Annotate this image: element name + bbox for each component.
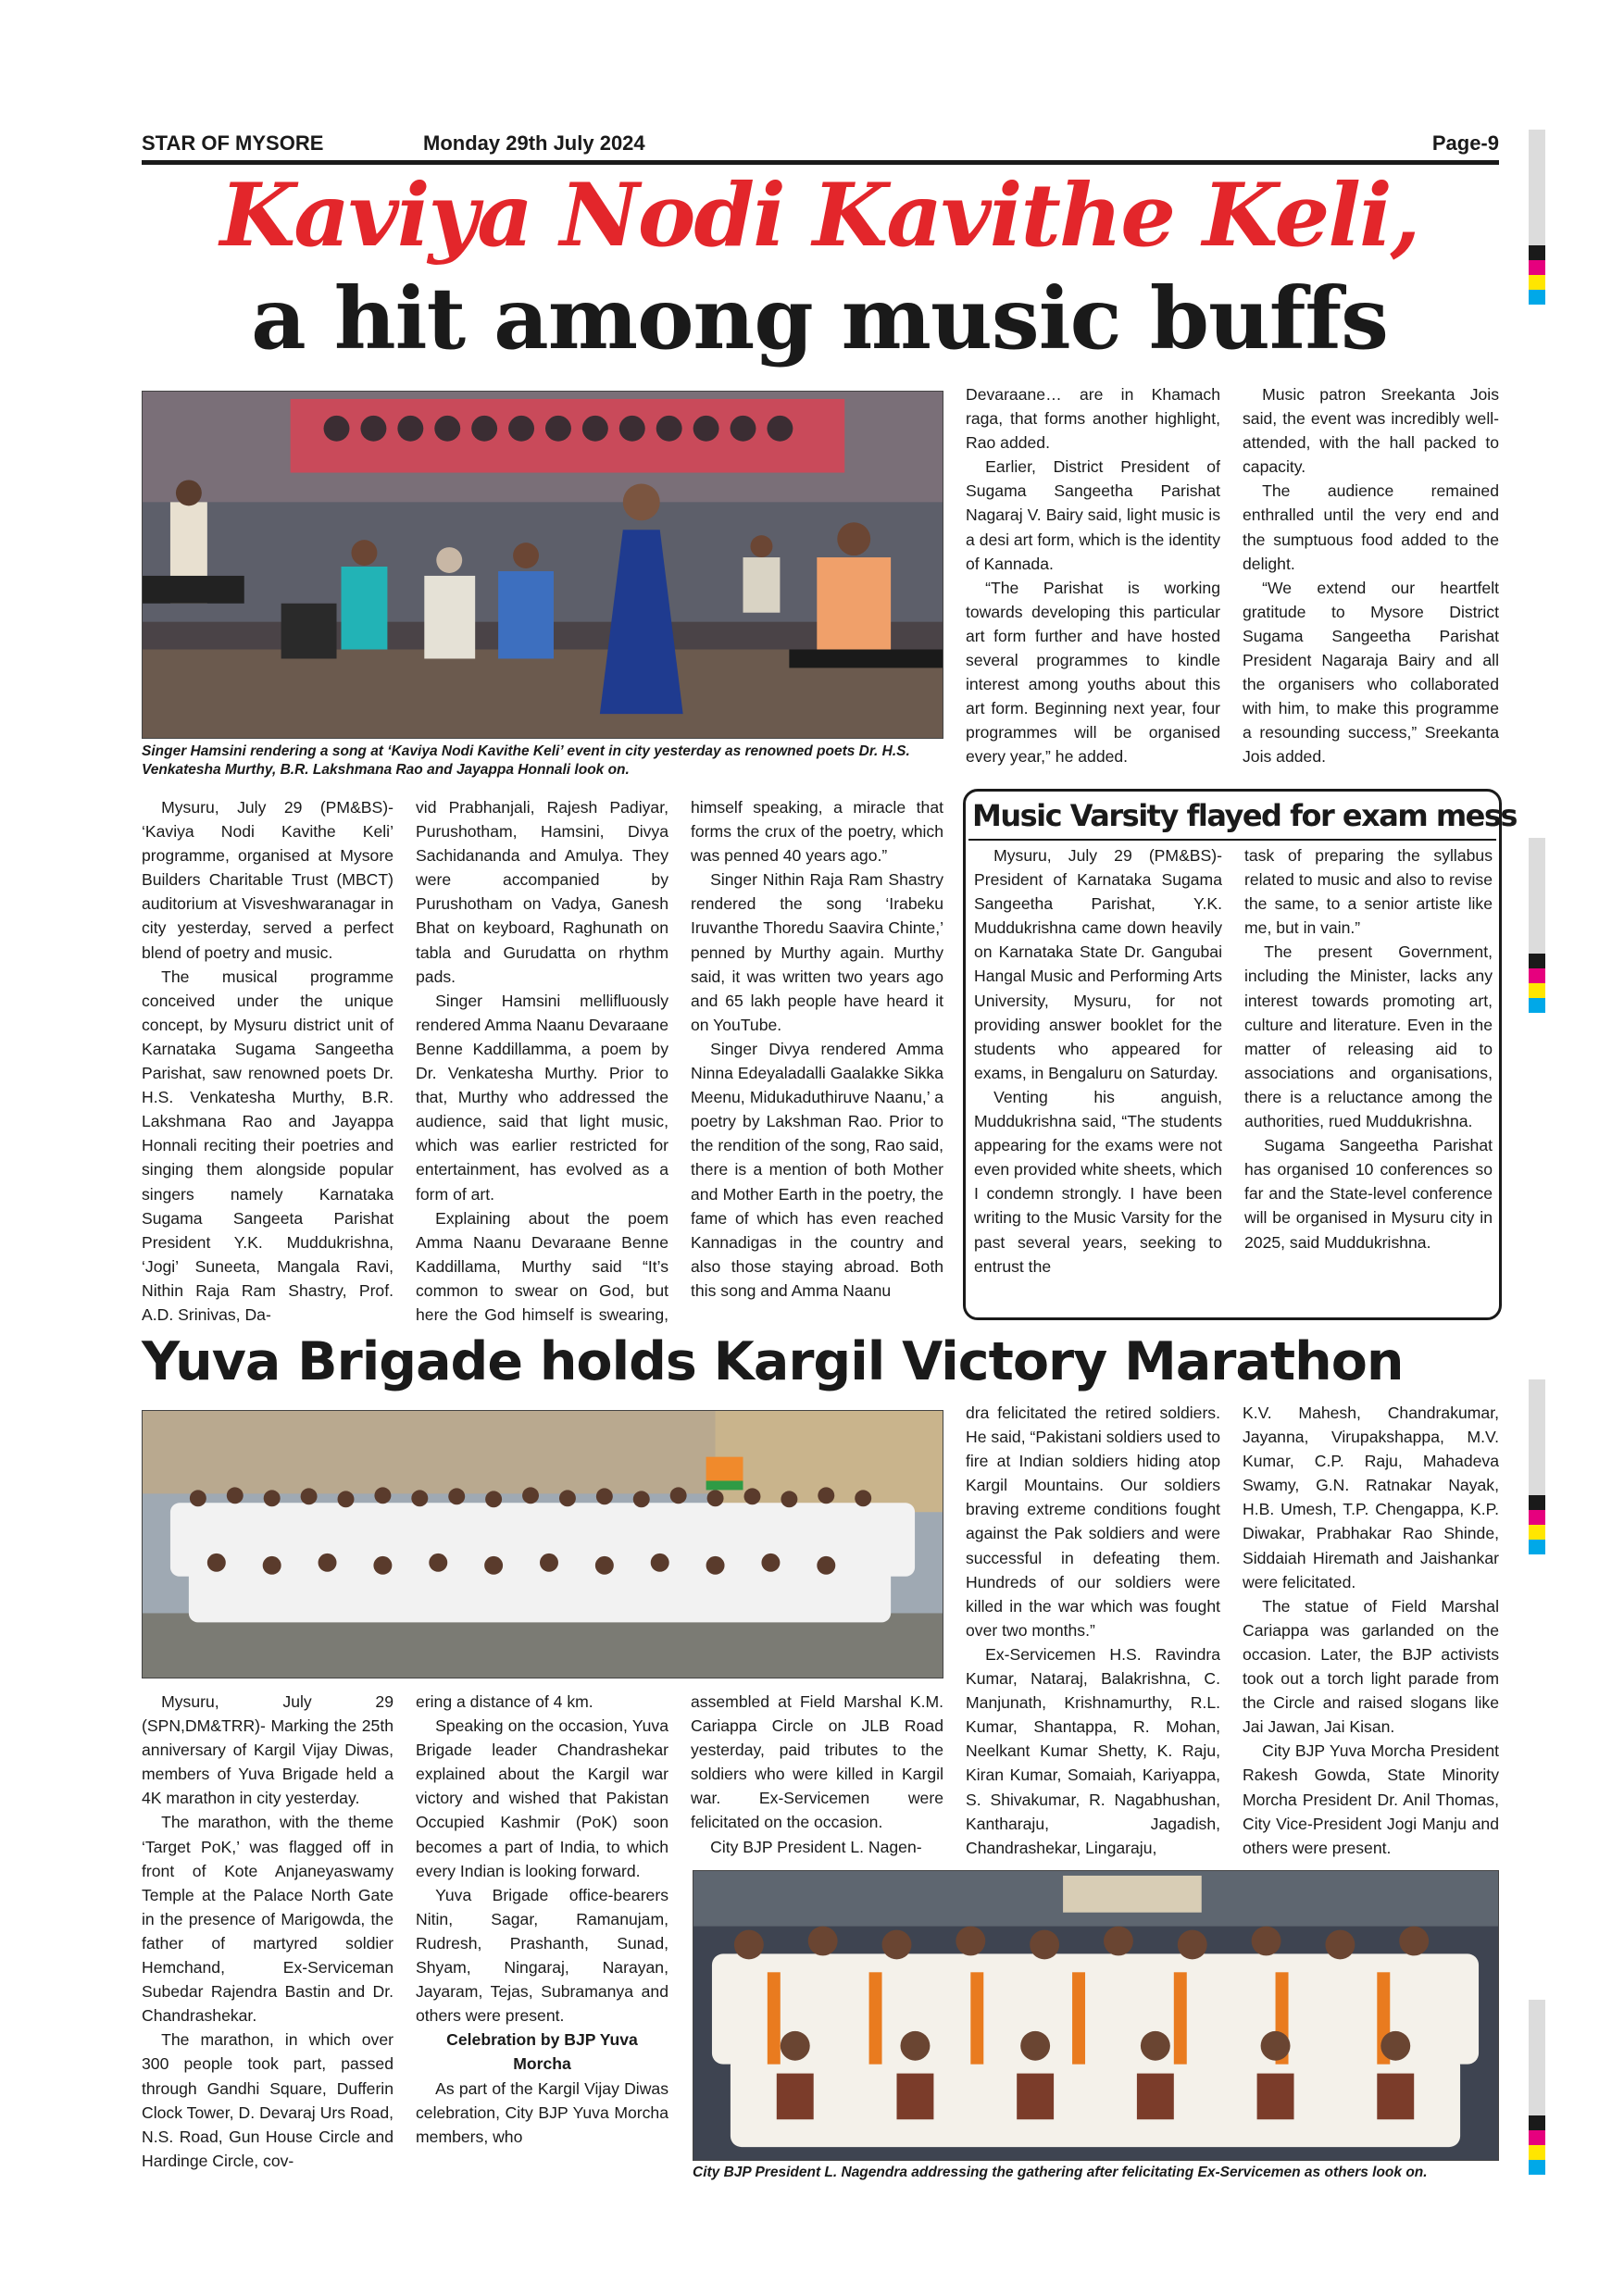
story1-column-5 [1243,382,1499,780]
paper-name: STAR OF MYSORE [142,131,324,155]
registration-mark [1529,2130,1545,2145]
paragraph: Singer Divya rendered Amma Ninna Edeyaladalli Gaalakke Sikka Meenu, Midukaduthiruve Naanu,’ a poetry by Lakshman Rao. Prior to the rendition of the song, Rao said, there is a mention of both Mother and Mother Earth in the poetry, the fame of which has even reached Kannadigas in the country and also those staying abroad. Both this song and Amma Naanu [691,1039,943,1300]
story2-divider [968,839,1496,841]
story1-column-3 [691,795,943,1328]
story1-headline-line2: a hit among music buffs [251,268,1388,368]
paragraph: Sugama Sangeetha Parishat has organised 10 conferences so far and the State-level conference will be organised in Mysuru city in 2025, said Muddukrishna. [1244,1136,1493,1252]
concert-photo-caption: Singer Hamsini rendering a song at ‘Kaviya Nodi Kavithe Keli’ event in city yesterday as renowned poets Dr. H.S. Venkatesha Murthy, B.R. Lakshmana Rao and Jayappa Honnali look on. [142,743,910,778]
paragraph: The musical programme conceived under the unique concept, by Mysuru district unit of Karnataka Sugama Sangeetha Parishat, saw renowned poets Dr. H.S. Venkatesha Murthy, B.R. Lakshmana Rao and Jayappa Honnali reciting their poetries and singing them alongside popular singers namely Karnataka Sugama Sangeeta Parishat President Y.K. Muddukrishna, ‘Jogi’ Suneeta, Mangala Ravi, Nithin Raja Ram Shastry, Prof. A.D. Srinivas, Da- [142,967,394,1324]
paragraph: Mysuru, July 29 (SPN,DM&TRR)- Marking the 25th anniversary of Kargil Vijay Diwas, members of Yuva Brigade held a 4K marathon in city yesterday. [142,1692,394,1808]
paragraph: ering a distance of 4 km. [416,1692,593,1711]
paragraph: Devaraane… are in Khamach raga, that forms another highlight, Rao added. [966,385,1220,453]
registration-mark [1529,130,1545,245]
registration-mark [1529,1510,1545,1525]
story3-column-4 [966,1401,1220,1864]
registration-mark [1529,954,1545,968]
paragraph: assembled at Field Marshal K.M. Cariappa Circle on JLB Road yesterday, paid tributes to the soldiers who were killed in Kargil war. Ex-Servicemen were felicitated on the occasion. [691,1692,943,1832]
paragraph: K.V. Mahesh, Chandrakumar, Jayanna, Virupakshappa, M.V. Kumar, C.P. Raju, Mahadeva Swamy, G.N. Ratnakar Nayak, H.B. Umesh, T.P. Chengappa, K.P. Diwakar, Prabhakar Rao Shinde, Siddaiah Hiremath and Jaishankar were felicitated. [1243,1404,1499,1591]
registration-mark [1529,983,1545,998]
registration-mark [1529,2115,1545,2130]
paragraph: dra felicitated the retired soldiers. He said, “Pakistani soldiers used to fire at Indian soldiers hiding atop Kargil Mountains. Our soldiers braving extreme conditions fought against the Pak soldiers and were successful in defeating them. Hundreds of our soldiers were killed in the war which was fought over two months.” [966,1404,1220,1640]
story3-column-5 [1243,1401,1499,1864]
paragraph: himself speaking, a miracle that forms the crux of the poetry, which was penned 40 years ago.” [691,798,943,866]
story1-column-2 [416,795,668,1328]
registration-mark [1529,2160,1545,2175]
issue-date: Monday 29th July 2024 [423,131,645,155]
registration-mark [1529,245,1545,260]
paragraph: As part of the Kargil Vijay Diwas celebration, City BJP Yuva Morcha members, who [416,2078,668,2146]
paragraph: “The Parishat is working towards developing this particular art form further and have hosted several programmes to kindle interest among youths about this art form. Beginning next year, four programmes will be organised every year,” he added. [966,578,1220,767]
story2-column-2 [1244,843,1493,1312]
paragraph: The marathon, in which over 300 people took part, passed through Gandhi Square, Dufferin Clock Tower, D. Devaraj Urs Road, N.S. Road, Gun House Circle and Hardinge Circle, cov- [142,2030,394,2170]
registration-mark [1529,1495,1545,1510]
paragraph: Explaining about the poem Amma Naanu Devaraane Benne Kaddillama, Murthy said “It’s common to swear on God, but here the God himself is swearing, [416,1208,668,1324]
paragraph: Earlier, District President of Sugama Sangeetha Parishat Nagaraj V. Bairy said, light music is a desi art form, which is the identity of Kannada. [966,457,1220,573]
story1-column-1 [142,795,394,1328]
felicitation-photo-caption: City BJP President L. Nagendra addressing the gathering after felicitating Ex-Servicemen as others look on. [693,2165,1428,2180]
registration-mark [1529,838,1545,954]
story3-headline: Yuva Brigade holds Kargil Victory Marathon [142,1331,1404,1392]
paragraph: Venting his anguish, Muddukrishna said, “The students appearing for the exams were not even provided white sheets, which I condemn strongly. I have been writing to the Music Varsity for the past several years, seeking to entrust the [974,1087,1222,1276]
felicitation-photo [693,1870,1499,2161]
registration-mark [1529,1525,1545,1540]
paragraph: Speaking on the occasion, Yuva Brigade leader Chandrashekar explained about the Kargil war victory and wished that Pakistan Occupied Kashmir (PoK) soon becomes a part of India, to which every Indian is looking forward. [416,1716,668,1880]
paragraph: Yuva Brigade office-bearers Nitin, Sagar, Ramanujam, Rudresh, Prashanth, Sunad, Shyam, Ningaraj, Narayan, Jayaram, Tejas, Subramanya and others were present. [416,1885,668,2026]
page-header [142,128,1499,165]
paragraph: Mysuru, July 29 (PM&BS)- President of Karnataka Sugama Sangeetha Parishat, Y.K. Muddukrishna came down heavily on Karnataka State Dr. Gangubai Hangal Music and Performing Arts University, Mysuru, for not providing answer booklet for the students who appeared for exams, in Bengaluru on Saturday. [974,846,1222,1082]
story3-column-3 [691,1690,943,1866]
registration-mark [1529,1379,1545,1495]
registration-mark [1529,968,1545,983]
story2-headline: Music Varsity flayed for exam mess [972,798,1517,833]
story3-column-2 [416,1690,668,2190]
paragraph: City BJP President L. Nagen- [710,1837,922,1856]
registration-mark [1529,1540,1545,1554]
paragraph: Singer Nithin Raja Ram Shastry rendered the song ‘Irabeku Iruvanthe Thoredu Saavira Chinte,’ penned by Murthy again. Murthy said, it was written two years ago and 65 lakh people have heard it on YouTube. [691,870,943,1034]
paragraph: Music patron Sreekanta Jois said, the event was incredibly well-attended, with the hall packed to capacity. [1243,385,1499,477]
paragraph: task of preparing the syllabus related to music and also to revise the same, to a senior artiste like me, but in vain.” [1244,846,1493,938]
page-number: Page-9 [1431,131,1499,155]
story1-column-4 [966,382,1220,780]
paragraph: “We extend our heartfelt gratitude to Mysore District Sugama Sangeetha Parishat President Nagaraja Bairy and all the organisers who collaborated with him, to make this programme a resounding success,” Sreekanta Jois added. [1243,578,1499,767]
concert-photo [142,391,943,739]
registration-mark [1529,290,1545,305]
marathon-group-photo [142,1410,943,1678]
paragraph: Singer Hamsini mellifluously rendered Amma Naanu Devaraane Benne Kaddillamma, a poem by Dr. Venkatesha Murthy. Prior to that, Murthy who addressed the audience, said that light music, which was earlier restricted for entertainment, has evolved as a form of art. [416,991,668,1204]
registration-mark [1529,260,1545,275]
paragraph: Mysuru, July 29 (PM&BS)- ‘Kaviya Nodi Kavithe Keli’ programme, organised at Mysore Builders Charitable Trust (MBCT) auditorium at Visveshwaranagar in city yesterday, served a perfect blend of poetry and music. [142,798,394,962]
registration-mark [1529,2145,1545,2160]
story3-column-1 [142,1690,394,2190]
registration-mark [1529,998,1545,1013]
story1-headline-line1: Kaviya Nodi Kavithe Keli, [219,165,1419,267]
paragraph: The marathon, with the theme ‘Target PoK,’ was flagged off in front of Kote Anjaneyaswamy Temple at the Palace North Gate in the presence of Marigowda, the father of martyred soldier Hemchand, Ex-Serviceman Subedar Rajendra Bastin and Dr. Chandrashekar. [142,1813,394,2026]
paragraph: The statue of Field Marshal Cariappa was garlanded on the occasion. Later, the BJP activists took out a torch light parade from the Circle and raised slogans like Jai Jawan, Jai Kisan. [1243,1596,1499,1737]
story2-column-1 [974,843,1222,1312]
paragraph: The audience remained enthralled until the very end and the sumptuous food added to the delight. [1243,481,1499,573]
paragraph: The present Government, including the Minister, lacks any interest towards promoting art, culture and literature. Even in the matter of releasing aid to associations and organisations, there is a reluctance among the authorities, rued Muddukrishna. [1244,942,1493,1131]
registration-mark [1529,275,1545,290]
registration-mark [1529,2000,1545,2115]
paragraph: City BJP Yuva Morcha President Rakesh Gowda, State Minority Morcha President Dr. Anil Thomas, City Vice-President Jogi Manju and others were present. [1243,1741,1499,1857]
paragraph: vid Prabhanjali, Rajesh Padiyar, Purushotham, Hamsini, Divya Sachidananda and Amulya. They were accompanied by Purushotham on Vadya, Ganesh Bhat on keyboard, Raghunath on tabla and Gurudatta on rhythm pads. [416,798,668,986]
paragraph: Ex-Servicemen H.S. Ravindra Kumar, Nataraj, Balakrishna, C. Manjunath, Krishnamurthy, R.L. Kumar, Shantappa, R. Mohan, Neelkant Kumar Shetty, K. Raju, Kiran Kumar, Somaiah, Kariyappa, S. Shivakumar, R. Nagabhushan, Kantharaju, Jagadish, Chandrashekar, Lingaraju, [966,1644,1220,1857]
subheading: Celebration by BJP Yuva Morcha [446,2030,638,2074]
